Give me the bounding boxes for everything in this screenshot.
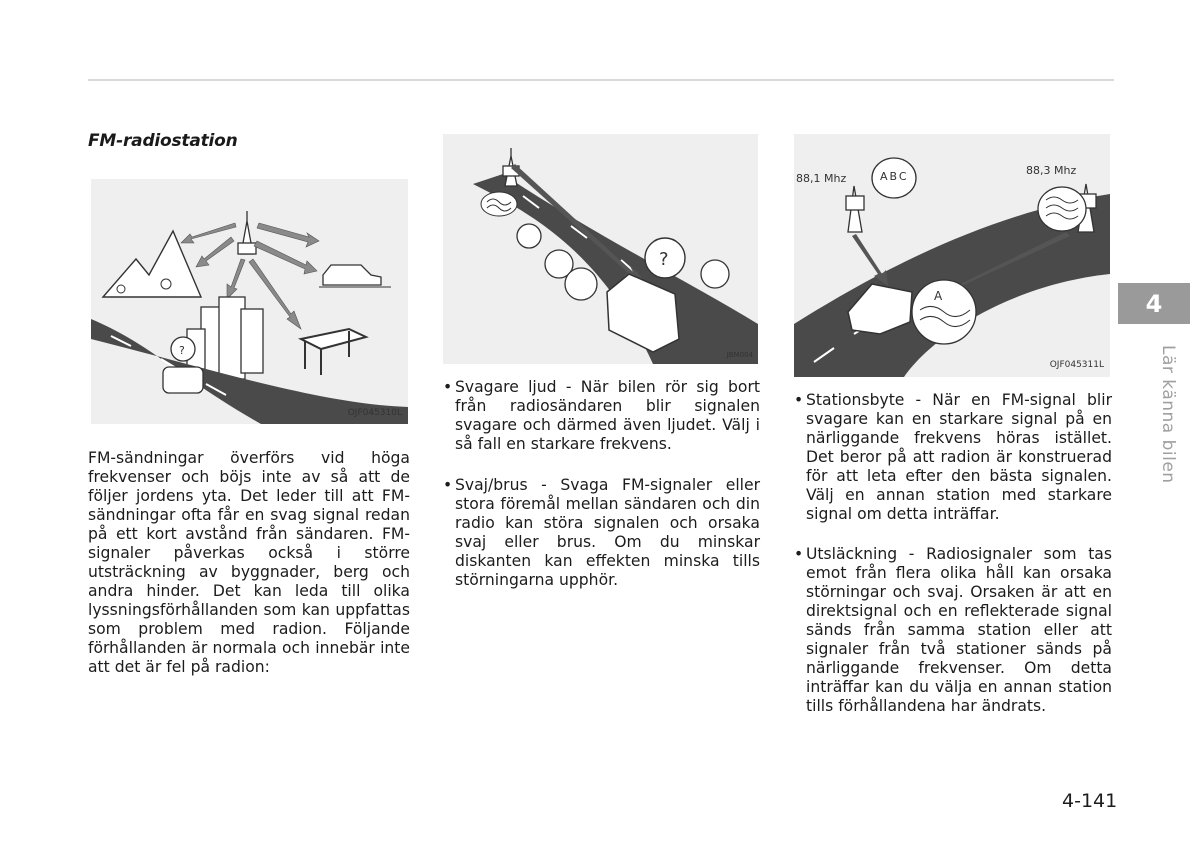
svg-text:?: ? xyxy=(179,344,185,357)
freq-right-label: 88,3 Mhz xyxy=(1026,164,1077,177)
bubble-letters: ABC xyxy=(880,170,909,183)
radio-tower-icon xyxy=(846,186,864,232)
figure-code: OJF045311L xyxy=(1049,360,1104,370)
freq-left-label: 88,1 Mhz xyxy=(796,172,847,185)
bullet-text: Svagare ljud - När bilen rör sig bort från radiosändaren blir signalen svagare och därmed även ljudet. Välj i så fall en starkare frekvens. xyxy=(455,378,760,453)
bullet-station-change xyxy=(794,391,1112,524)
figure-weak-signal xyxy=(443,134,758,364)
chapter-tab: 4 xyxy=(1118,283,1190,324)
bullet-weaker-sound xyxy=(443,378,760,454)
bullet-marker: • xyxy=(794,545,804,563)
bullet-dropout xyxy=(794,545,1112,716)
section-heading: FM-radiostation xyxy=(88,131,238,151)
bullet-flutter-noise xyxy=(443,476,760,590)
radio-tower-icon xyxy=(238,211,256,254)
svg-text:A: A xyxy=(934,289,943,303)
bullet-text: Svaj/brus - Svaga FM-signaler eller stora föremål mellan sändaren och din radio kan störa signalen och orsaka svaj eller brus. Om du minskar diskanten kan effekten minska tills störningarna upphör. xyxy=(455,476,760,589)
figure-code: OJF045310L xyxy=(347,408,402,418)
header-rule xyxy=(88,79,1114,81)
figure-fm-propagation xyxy=(91,179,408,424)
figure-code: JBM004 xyxy=(726,351,753,359)
bullet-text: Stationsbyte - När en FM-signal blir svagare kan en starkare signal på en närliggande frekvens höras istället. Det beror på att radion är konstruerad för att leta efter den bästa signalen. Välj en annan station med starkare signal om detta inträffar. xyxy=(806,391,1112,523)
page-number: 4-141 xyxy=(1062,790,1118,812)
bullet-text: Utsläckning - Radiosignaler som tas emot från flera olika håll kan orsaka störningar och svaj. Orsaken är att en direktsignal och en reflekterade signal sänds från samma station eller att signaler från två stationer sänds på närliggande frekvenser. Om detta inträffar kan du välja en annan station tills förhållandena har ändrats. xyxy=(806,545,1112,715)
bullet-marker: • xyxy=(443,476,453,494)
chapter-title: Lär känna bilen xyxy=(1158,345,1178,484)
figure-station-change xyxy=(794,134,1110,377)
intro-paragraph: FM-sändningar överförs vid höga frekvenser och böjs inte av så att de följer jordens yta. Det leder till att FM-sändningar ofta får en svag signal redan på ett kort avstånd från sändaren. FM-signaler påverkas också i större utsträckning av byggnader, berg och andra hinder. Det kan leda till olika lyssningsförhållanden som kan uppfattas som problem med radion. Följande förhållanden är normala och innebär inte att det är fel på radion: xyxy=(88,449,410,676)
bullet-marker: • xyxy=(443,378,453,396)
bullet-marker: • xyxy=(794,391,804,409)
svg-text:?: ? xyxy=(659,249,669,270)
